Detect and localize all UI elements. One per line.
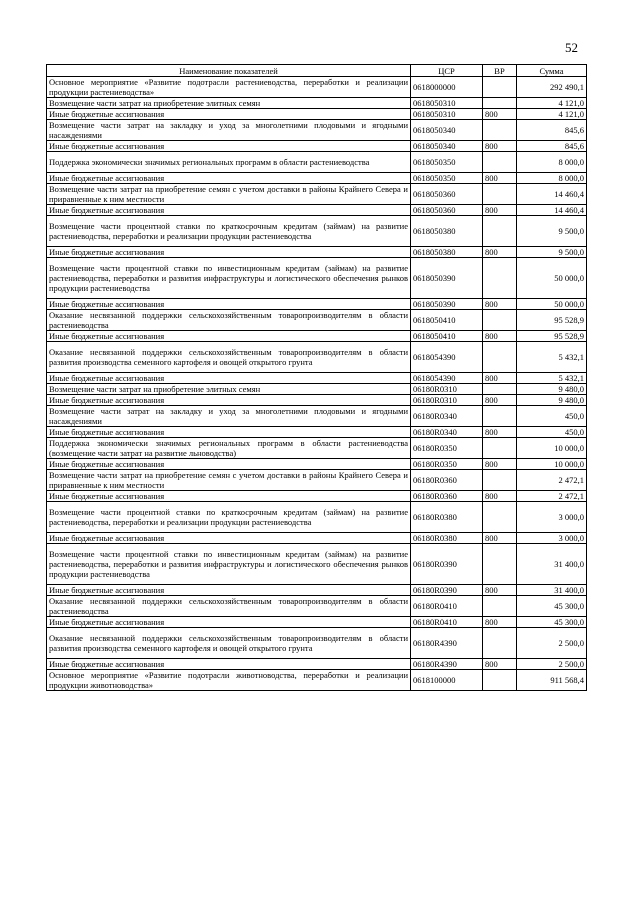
cell-csr: 0618050390: [411, 258, 483, 299]
cell-sum: 5 432,1: [517, 373, 587, 384]
cell-sum: 2 500,0: [517, 659, 587, 670]
table-row: [47, 299, 587, 310]
table-row: [47, 544, 587, 585]
cell-sum: 911 568,4: [517, 670, 587, 691]
cell-csr: 06180R0410: [411, 617, 483, 628]
cell-name: Иные бюджетные ассигнования: [47, 617, 411, 628]
cell-vr: 800: [483, 427, 517, 438]
cell-csr: 0618050410: [411, 310, 483, 331]
cell-csr: 06180R0410: [411, 596, 483, 617]
cell-name: Иные бюджетные ассигнования: [47, 373, 411, 384]
cell-sum: 50 000,0: [517, 258, 587, 299]
cell-name: Оказание несвязанной поддержки сельскохозяйственным товаропроизводителям в области развития производства семенного картофеля и овощей открытого грунта: [47, 342, 411, 373]
cell-vr: [483, 77, 517, 98]
cell-csr: 0618050340: [411, 120, 483, 141]
table-row: [47, 310, 587, 331]
cell-name: Основное мероприятие «Развитие подотрасли животноводства, переработки и реализации продукции животноводства»: [47, 670, 411, 691]
table-row: [47, 109, 587, 120]
cell-vr: [483, 670, 517, 691]
header-csr: ЦСР: [411, 65, 483, 77]
cell-name: Иные бюджетные ассигнования: [47, 141, 411, 152]
cell-vr: 800: [483, 617, 517, 628]
table-row: [47, 491, 587, 502]
cell-name: Иные бюджетные ассигнования: [47, 491, 411, 502]
cell-vr: 800: [483, 533, 517, 544]
cell-name: Возмещение части процентной ставки по краткосрочным кредитам (займам) на развитие растениеводства, переработки и реализации продукции растениеводства: [47, 502, 411, 533]
cell-csr: 06180R0380: [411, 502, 483, 533]
cell-name: Возмещение части затрат на приобретение семян с учетом доставки в районы Крайнего Севера и приравненные к ним местности: [47, 184, 411, 205]
table-row: [47, 98, 587, 109]
cell-name: Возмещение части затрат на приобретение семян с учетом доставки в районы Крайнего Севера и приравненные к ним местности: [47, 470, 411, 491]
cell-name: Иные бюджетные ассигнования: [47, 395, 411, 406]
cell-sum: 9 500,0: [517, 216, 587, 247]
cell-sum: 9 480,0: [517, 384, 587, 395]
header-vr: ВР: [483, 65, 517, 77]
cell-name: Иные бюджетные ассигнования: [47, 331, 411, 342]
cell-sum: 2 472,1: [517, 470, 587, 491]
cell-csr: 0618050340: [411, 141, 483, 152]
table-row: [47, 670, 587, 691]
table-row: [47, 470, 587, 491]
cell-name: Возмещение части затрат на приобретение элитных семян: [47, 384, 411, 395]
table-body: [47, 77, 587, 691]
table-row: [47, 427, 587, 438]
cell-csr: 06180R4390: [411, 628, 483, 659]
cell-sum: 845,6: [517, 120, 587, 141]
header-sum: Сумма: [517, 65, 587, 77]
cell-sum: 9 480,0: [517, 395, 587, 406]
cell-vr: [483, 544, 517, 585]
cell-csr: 0618050310: [411, 98, 483, 109]
table-row: [47, 216, 587, 247]
cell-csr: 0618054390: [411, 342, 483, 373]
cell-csr: 0618050350: [411, 173, 483, 184]
cell-sum: 450,0: [517, 406, 587, 427]
header-row: [47, 65, 587, 77]
table-row: [47, 617, 587, 628]
cell-sum: 45 300,0: [517, 617, 587, 628]
table-row: [47, 585, 587, 596]
table-row: [47, 342, 587, 373]
cell-name: Оказание несвязанной поддержки сельскохозяйственным товаропроизводителям в области развития производства семенного картофеля и овощей открытого грунта: [47, 628, 411, 659]
cell-vr: [483, 152, 517, 173]
cell-vr: [483, 98, 517, 109]
cell-name: Оказание несвязанной поддержки сельскохозяйственным товаропроизводителям в области растениеводства: [47, 310, 411, 331]
table-row: [47, 152, 587, 173]
cell-sum: 8 000,0: [517, 152, 587, 173]
cell-csr: 0618050360: [411, 184, 483, 205]
cell-csr: 06180R0380: [411, 533, 483, 544]
cell-vr: 800: [483, 373, 517, 384]
cell-vr: [483, 216, 517, 247]
header-name: Наименование показателей: [47, 65, 411, 77]
cell-csr: 0618054390: [411, 373, 483, 384]
cell-vr: [483, 628, 517, 659]
table-row: [47, 502, 587, 533]
cell-sum: 8 000,0: [517, 173, 587, 184]
cell-vr: [483, 438, 517, 459]
cell-name: Возмещение части процентной ставки по краткосрочным кредитам (займам) на развитие растениеводства, переработки и реализации продукции растениеводства: [47, 216, 411, 247]
cell-name: Оказание несвязанной поддержки сельскохозяйственным товаропроизводителям в области растениеводства: [47, 596, 411, 617]
cell-name: Возмещение части процентной ставки по инвестиционным кредитам (займам) на развитие растениеводства, переработки и развития инфраструктуры и логистического обеспечения рынков продукции растениеводства: [47, 544, 411, 585]
cell-name: Иные бюджетные ассигнования: [47, 659, 411, 670]
cell-vr: [483, 406, 517, 427]
table-row: [47, 596, 587, 617]
cell-vr: 800: [483, 141, 517, 152]
cell-csr: 0618050350: [411, 152, 483, 173]
cell-vr: 800: [483, 659, 517, 670]
budget-table: [46, 64, 587, 691]
cell-sum: 50 000,0: [517, 299, 587, 310]
cell-csr: 06180R0340: [411, 406, 483, 427]
table-header: [47, 65, 587, 77]
cell-sum: 95 528,9: [517, 331, 587, 342]
cell-csr: 06180R4390: [411, 659, 483, 670]
cell-vr: 800: [483, 299, 517, 310]
cell-sum: 5 432,1: [517, 342, 587, 373]
cell-csr: 0618050360: [411, 205, 483, 216]
cell-name: Иные бюджетные ассигнования: [47, 299, 411, 310]
cell-vr: 800: [483, 173, 517, 184]
cell-name: Возмещение части затрат на приобретение элитных семян: [47, 98, 411, 109]
cell-sum: 845,6: [517, 141, 587, 152]
cell-name: Иные бюджетные ассигнования: [47, 533, 411, 544]
cell-vr: [483, 258, 517, 299]
cell-vr: [483, 470, 517, 491]
cell-csr: 06180R0310: [411, 395, 483, 406]
cell-name: Иные бюджетные ассигнования: [47, 459, 411, 470]
table-row: [47, 406, 587, 427]
cell-vr: 800: [483, 331, 517, 342]
cell-csr: 06180R0360: [411, 491, 483, 502]
cell-csr: 06180R0350: [411, 438, 483, 459]
table-row: [47, 628, 587, 659]
table-row: [47, 141, 587, 152]
cell-vr: [483, 184, 517, 205]
cell-csr: 0618050310: [411, 109, 483, 120]
cell-vr: 800: [483, 491, 517, 502]
cell-name: Иные бюджетные ассигнования: [47, 585, 411, 596]
cell-csr: 06180R0360: [411, 470, 483, 491]
cell-vr: 800: [483, 247, 517, 258]
cell-name: Возмещение части процентной ставки по инвестиционным кредитам (займам) на развитие растениеводства, переработки и развития инфраструктуры и логистического обеспечения рынков продукции растениеводства: [47, 258, 411, 299]
cell-csr: 0618050380: [411, 216, 483, 247]
cell-csr: 06180R0310: [411, 384, 483, 395]
cell-sum: 10 000,0: [517, 438, 587, 459]
cell-csr: 0618050410: [411, 331, 483, 342]
cell-vr: 800: [483, 395, 517, 406]
cell-name: Возмещение части затрат на закладку и уход за многолетними плодовыми и ягодными насаждениями: [47, 406, 411, 427]
table-row: [47, 459, 587, 470]
cell-csr: 06180R0390: [411, 544, 483, 585]
table-row: [47, 205, 587, 216]
table-row: [47, 438, 587, 459]
table-row: [47, 373, 587, 384]
table-row: [47, 395, 587, 406]
table-row: [47, 331, 587, 342]
cell-sum: 4 121,0: [517, 109, 587, 120]
cell-vr: [483, 596, 517, 617]
cell-name: Поддержка экономически значимых региональных программ в области растениеводства: [47, 152, 411, 173]
table-row: [47, 533, 587, 544]
cell-sum: 3 000,0: [517, 502, 587, 533]
cell-sum: 9 500,0: [517, 247, 587, 258]
cell-vr: [483, 342, 517, 373]
cell-name: Возмещение части затрат на закладку и уход за многолетними плодовыми и ягодными насаждениями: [47, 120, 411, 141]
page-number: 52: [565, 40, 578, 55]
cell-name: Основное мероприятие «Развитие подотрасли растениеводства, переработки и реализации продукции растениеводства»: [47, 77, 411, 98]
cell-sum: 2 500,0: [517, 628, 587, 659]
cell-vr: 800: [483, 109, 517, 120]
table-row: [47, 77, 587, 98]
table-row: [47, 120, 587, 141]
cell-sum: 45 300,0: [517, 596, 587, 617]
cell-sum: 292 490,1: [517, 77, 587, 98]
cell-sum: 31 400,0: [517, 585, 587, 596]
cell-sum: 14 460,4: [517, 205, 587, 216]
table-row: [47, 258, 587, 299]
cell-csr: 0618050390: [411, 299, 483, 310]
cell-csr: 06180R0350: [411, 459, 483, 470]
cell-sum: 14 460,4: [517, 184, 587, 205]
cell-vr: [483, 120, 517, 141]
cell-vr: 800: [483, 585, 517, 596]
cell-name: Иные бюджетные ассигнования: [47, 427, 411, 438]
cell-sum: 450,0: [517, 427, 587, 438]
cell-sum: 3 000,0: [517, 533, 587, 544]
cell-name: Иные бюджетные ассигнования: [47, 205, 411, 216]
cell-sum: 95 528,9: [517, 310, 587, 331]
table-row: [47, 184, 587, 205]
table-row: [47, 173, 587, 184]
cell-vr: [483, 384, 517, 395]
cell-name: Поддержка экономически значимых региональных программ в области растениеводства (возмещение части затрат на развитие льноводства): [47, 438, 411, 459]
cell-csr: 06180R0340: [411, 427, 483, 438]
cell-vr: 800: [483, 205, 517, 216]
cell-sum: 2 472,1: [517, 491, 587, 502]
cell-csr: 0618050380: [411, 247, 483, 258]
cell-csr: 0618100000: [411, 670, 483, 691]
table-row: [47, 247, 587, 258]
cell-sum: 31 400,0: [517, 544, 587, 585]
table-row: [47, 384, 587, 395]
cell-csr: 06180R0390: [411, 585, 483, 596]
cell-sum: 10 000,0: [517, 459, 587, 470]
cell-vr: [483, 310, 517, 331]
table-row: [47, 659, 587, 670]
cell-vr: [483, 502, 517, 533]
cell-sum: 4 121,0: [517, 98, 587, 109]
cell-name: Иные бюджетные ассигнования: [47, 109, 411, 120]
cell-name: Иные бюджетные ассигнования: [47, 173, 411, 184]
cell-name: Иные бюджетные ассигнования: [47, 247, 411, 258]
cell-csr: 0618000000: [411, 77, 483, 98]
cell-vr: 800: [483, 459, 517, 470]
